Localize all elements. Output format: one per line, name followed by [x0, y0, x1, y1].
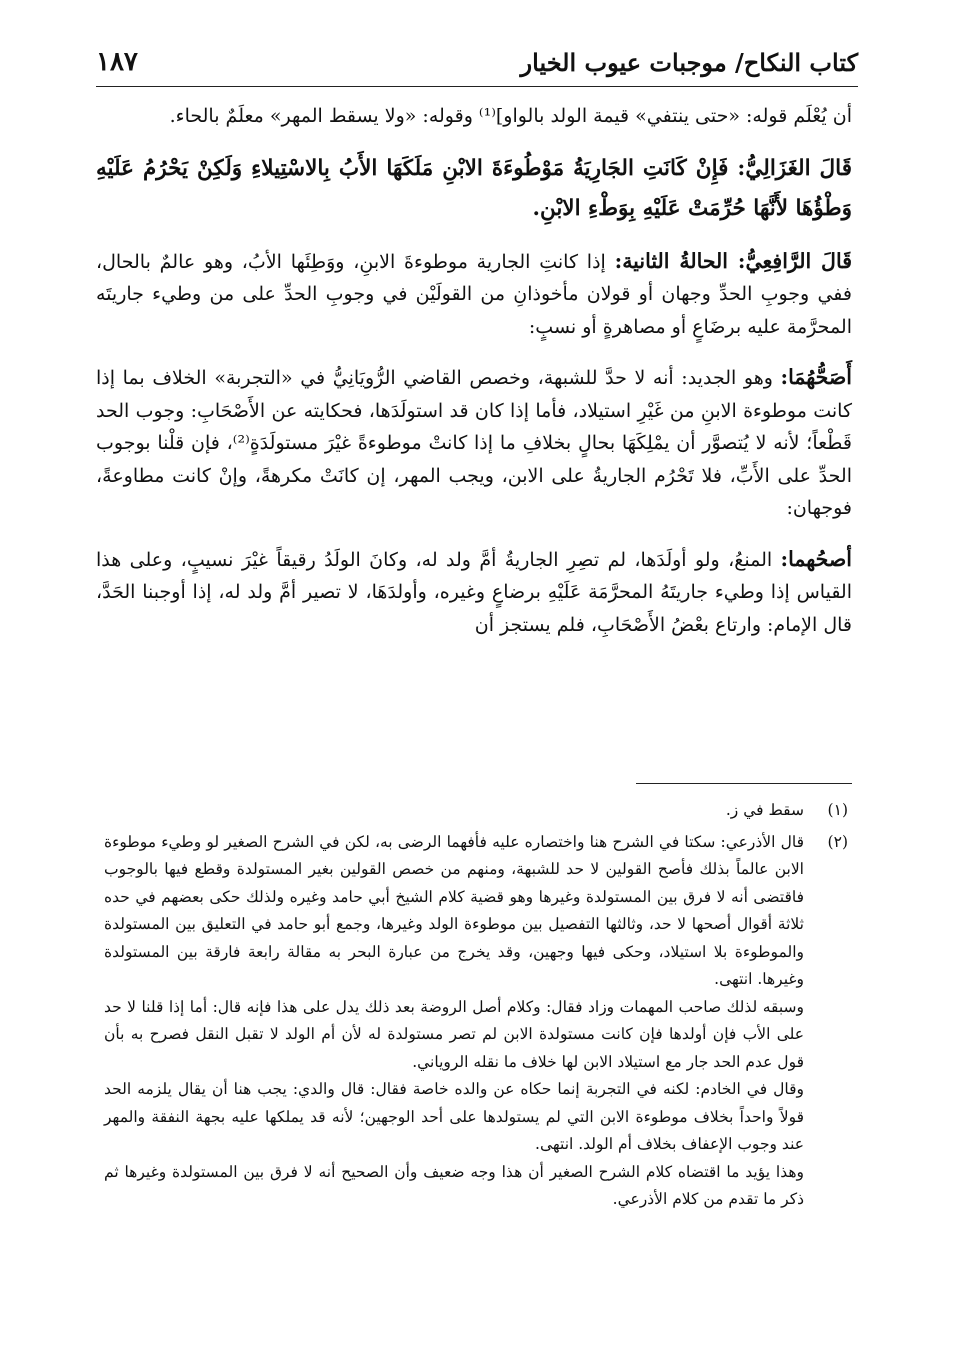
- ghazali-text: فَإِنْ كَانَتِ الجَارِيَةُ مَوْطُوءَةَ الابْنِ مَلَكَهَا الأَبُ بِالاسْتِيلاءِ وَلَكِنْ يَحْرُمُ عَلَيْهِ وَطْؤُهَا لأَنَّهَا حُرِّمَتْ عَلَيْهِ بِوَطْءِ الابْنِ.: [96, 155, 852, 221]
- paragraph-ashahuhuma-2: [96, 543, 852, 642]
- ashahuhuma-2-text: المنعُ، ولو أولَدَها، لم تصِرِ الجاريةُ أمَّ ولد له، وكانَ الولَدُ رقيقاً غيْرَ نسيبٍ، وعلى هذا القياس إذا وطيء جاريتَهُ المحرَّمَة عَلَيْهِ برضاعٍ وغيره، وأولدَهَا، لا تصير أمَّ ولد له، إذا أوجبنا الحَدَّ، قال الإمام: وارتاع بعْضُ الأَصْحَابِ، فلم يستجز أن: [96, 548, 852, 636]
- ashahuhuma-2-lead: أصحُهما:: [780, 546, 852, 571]
- paragraph-ghazali: [96, 149, 852, 229]
- chapter-title: كتاب النكاح/ موجبات عيوب الخيار: [520, 47, 858, 77]
- footnote-paragraph: وقال في الخادم: لكنه في التجربة إنما حكاه عن والده خاصة فقال: قال والدي: يجب هنا أن يقال يلزمه الحد قولاً واحداً بخلاف موطوءة الابن التي لم يستولدها على أحد الوجهين؛ لأنه قد يملكها عليه بجهة النفقة والمهر عند وجوب الإعفاف بخلاف أم الولد. انتهى.: [104, 1080, 804, 1153]
- footnote-paragraph: وهذا يؤيد ما اقتضاه كلام الشرح الصغير أن هذا وجه ضعيف وأن الصحيح أنه لا فرق بين المستولدة وغيرها ثم ذكر ما تقدم من كلام الأذرعي.: [104, 1162, 804, 1208]
- paragraph-1: أن يُعْلَم قوله: «حتى ينتفي» قيمة الولد بالواو]⁽¹⁾ وقوله: «ولا يسقط المهر» معلَمٌ بالحاء.: [169, 105, 852, 127]
- footnote-1: [104, 797, 848, 825]
- ashahuhuma-text: وهو الجديد: أنه لا حدَّ للشبهة، وخصص القاضي الرُّويَانِيُّ في «التجربة» الخلاف بما إذا كانت موطوءة الابنِ من غَيْرِ استيلاد، فأما إذا كان قد استولَدَها، فحكايته عن الأَصْحَابِ: وجوب الحد قَطْعاً؛ لأنه لا يُتصوَّر أن يمْلِكَهَا بحالٍ بخلافِ ما إذا كانتْ موطوءةً غيْرَ مستولَدَةٍ⁽²⁾، فإن قلْنا بوجوب الحدِّ على الأَبِّ، فلا تَحْرُم الجاريةُ على الابن، ويجب المهر، إن كانَتْ مكرهةً، وإنْ كانت مطاوعةً، فوجهان:: [96, 367, 852, 519]
- paragraph-ashahuhuma: [96, 361, 852, 525]
- running-head: [96, 38, 858, 87]
- paragraph-rafii: [96, 245, 852, 344]
- rafii-lead: قَالَ الرَّافِعِيُّ: الحالةُ الثانية:: [614, 248, 853, 273]
- footnote-number: (١): [827, 801, 848, 819]
- ashahuhuma-lead: أَصَحُّهُمَا:: [780, 365, 852, 389]
- footnote-body: [104, 797, 804, 825]
- footnote-number: (٢): [827, 832, 848, 851]
- footnote-2: [104, 829, 848, 1214]
- rafii-text: إذا كانتِ الجارية موطوءةَ الابنِ، ووَطِئَها الأبُ، وهو عالمٌ بالحال، ففي وجوبِ الحدِّ وجهان أو قولان مأخوذانِ من القولَيْن في وجوبِ الحدِّ على من وطيء جاريتَه المحرَّمة عليه برضَاعٍ أو مصاهرةٍ أو نسبٍ:: [96, 250, 852, 338]
- footnote-paragraph: سقط في ز.: [725, 801, 804, 819]
- footnote-body: [104, 829, 804, 1214]
- ghazali-lead: قَالَ الغَزَالِيُّ:: [737, 155, 852, 181]
- footnote-separator: [636, 783, 852, 784]
- main-text: [96, 100, 852, 659]
- footnotes: [104, 797, 848, 1218]
- footnote-paragraph: قال الأذرعي: سكتا في الشرح هنا واختصاره عليه فأفهما الرضى به، لكن في الشرح الصغير لو وطيء موطوءة الابن عالماً بذلك فأصح القولين لا حد للشبهة، ومنهم من خصص القولين بغير المستولدة وقطع فيها بالوجوب فاقتضى أنه لا فرق بين المستولدة وغيرها وهو قضية كلام الشيخ أبي حامد وغيره ولذلك حكى بعضهم في حده ثلاثة أقوال أصحها لا حد، وثالثها التفصيل بين موطوءة الولد وغيرها، وجمع أبو حامد في التعليق بين المستولدة والموطوءة بلا استيلاد، وحكى فيها وجهين، وقد يخرج من عبارة البحر به مقالة رابعة فارقة بين المستولدة وغيرها. انتهى.: [104, 832, 804, 988]
- footnote-paragraph: وسبقه لذلك صاحب المهمات وزاد فقال: وكلام أصل الروضة بعد ذلك يدل على هذا فإنه قال: أما إذا قلنا لا حد على الأب فإن أولدها فإن كانت مستولدة الابن لم تصر مستولدة له لأن أم الولد لا تقبل النقل فصرح به بأن قول عدم الحد جار مع استيلاد الابن لها خلاف ما نقله الروياني.: [104, 997, 804, 1071]
- page-number: ١٨٧: [96, 47, 138, 77]
